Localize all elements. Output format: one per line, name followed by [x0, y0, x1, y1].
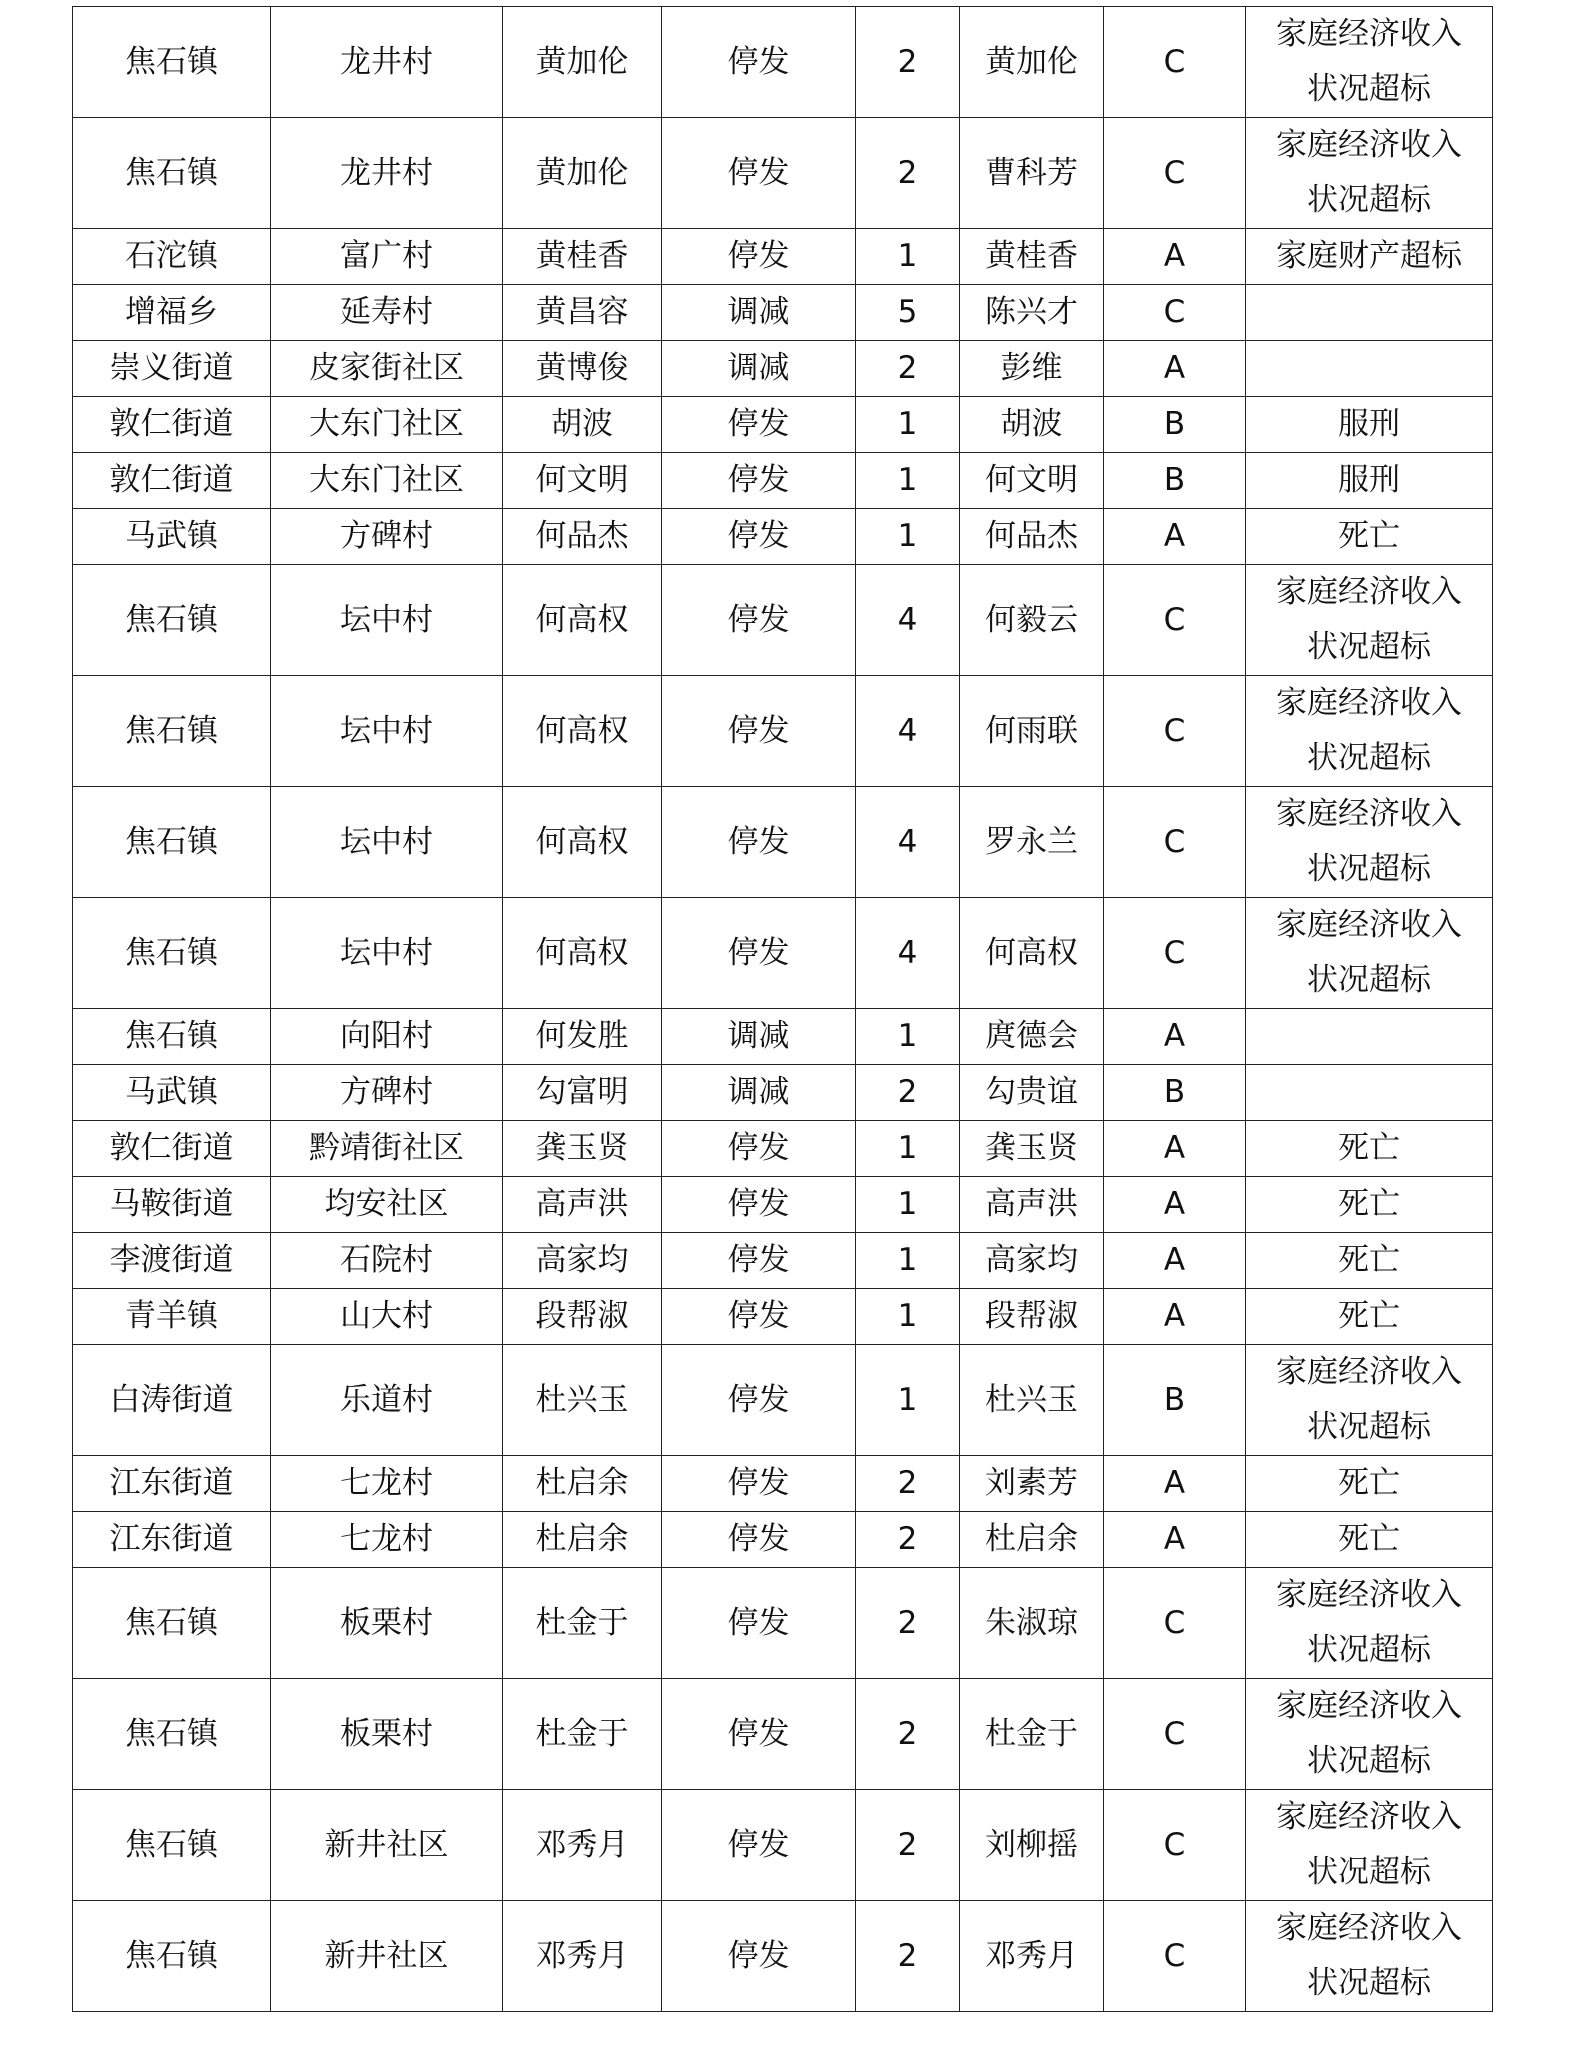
- household-head-cell: 黄博俊: [503, 341, 662, 397]
- category-cell: C: [1104, 7, 1246, 118]
- village-cell: 板栗村: [271, 1679, 503, 1790]
- household-head-cell: 杜启余: [503, 1512, 662, 1568]
- member-name-cell: 何雨联: [960, 676, 1104, 787]
- household-head-cell: 黄昌容: [503, 285, 662, 341]
- household-size-cell: 2: [856, 118, 960, 229]
- table-row: [73, 1512, 1493, 1568]
- household-head-cell: 何品杰: [503, 509, 662, 565]
- town-cell: 石沱镇: [73, 229, 271, 285]
- town-cell: 敦仁街道: [73, 453, 271, 509]
- table-row: [73, 229, 1493, 285]
- household-size-cell: 4: [856, 787, 960, 898]
- member-name-cell: 杜金于: [960, 1679, 1104, 1790]
- reason-line: 家庭经济收入: [1276, 907, 1462, 943]
- table-row: [73, 1009, 1493, 1065]
- member-name-cell: 黄加伦: [960, 7, 1104, 118]
- category-cell: B: [1104, 397, 1246, 453]
- table-row: [73, 1790, 1493, 1901]
- village-cell: 延寿村: [271, 285, 503, 341]
- household-head-cell: 邓秀月: [503, 1901, 662, 2012]
- action-cell: 调减: [662, 1065, 856, 1121]
- town-cell: 江东街道: [73, 1512, 271, 1568]
- reason-line: 家庭经济收入: [1276, 574, 1462, 610]
- town-cell: 焦石镇: [73, 7, 271, 118]
- reason-line: 状况超标: [1307, 629, 1431, 665]
- village-cell: 坛中村: [271, 565, 503, 676]
- member-name-cell: 朱淑琼: [960, 1568, 1104, 1679]
- household-head-cell: 黄加伦: [503, 118, 662, 229]
- category-cell: A: [1104, 229, 1246, 285]
- household-size-cell: 1: [856, 1121, 960, 1177]
- household-head-cell: 段帮淑: [503, 1289, 662, 1345]
- reason-cell: [1246, 1512, 1493, 1568]
- household-head-cell: 何高权: [503, 565, 662, 676]
- household-head-cell: 高家均: [503, 1233, 662, 1289]
- village-cell: 新井社区: [271, 1790, 503, 1901]
- category-cell: C: [1104, 676, 1246, 787]
- table-row: [73, 397, 1493, 453]
- member-name-cell: 段帮淑: [960, 1289, 1104, 1345]
- reason-line: 服刑: [1338, 406, 1400, 442]
- member-name-cell: 何高权: [960, 898, 1104, 1009]
- household-size-cell: 1: [856, 453, 960, 509]
- table-row: [73, 787, 1493, 898]
- action-cell: 停发: [662, 118, 856, 229]
- table-row: [73, 1121, 1493, 1177]
- household-size-cell: 5: [856, 285, 960, 341]
- category-cell: A: [1104, 1456, 1246, 1512]
- table-row: [73, 1568, 1493, 1679]
- household-size-cell: 1: [856, 1009, 960, 1065]
- reason-cell: [1246, 1121, 1493, 1177]
- reason-cell: [1246, 565, 1493, 676]
- village-cell: 乐道村: [271, 1345, 503, 1456]
- reason-line: 死亡: [1338, 1186, 1400, 1222]
- reason-cell: [1246, 285, 1493, 341]
- category-cell: A: [1104, 1233, 1246, 1289]
- table-row: [73, 676, 1493, 787]
- member-name-cell: 刘素芳: [960, 1456, 1104, 1512]
- town-cell: 增福乡: [73, 285, 271, 341]
- category-cell: A: [1104, 1177, 1246, 1233]
- reason-cell: [1246, 1177, 1493, 1233]
- reason-line: 家庭经济收入: [1276, 1799, 1462, 1835]
- reason-cell: [1246, 453, 1493, 509]
- reason-line: 状况超标: [1307, 182, 1431, 218]
- household-size-cell: 1: [856, 397, 960, 453]
- reason-cell: [1246, 898, 1493, 1009]
- household-size-cell: 1: [856, 1177, 960, 1233]
- reason-cell: [1246, 676, 1493, 787]
- category-cell: C: [1104, 1901, 1246, 2012]
- category-cell: A: [1104, 509, 1246, 565]
- member-name-cell: 刘柳摇: [960, 1790, 1104, 1901]
- action-cell: 停发: [662, 509, 856, 565]
- member-name-cell: 彭维: [960, 341, 1104, 397]
- reason-cell: [1246, 1568, 1493, 1679]
- reason-cell: [1246, 1233, 1493, 1289]
- action-cell: 停发: [662, 397, 856, 453]
- member-name-cell: 罗永兰: [960, 787, 1104, 898]
- table-row: [73, 1901, 1493, 2012]
- reason-line: 死亡: [1338, 1521, 1400, 1557]
- table-row: [73, 565, 1493, 676]
- town-cell: 敦仁街道: [73, 1121, 271, 1177]
- village-cell: 大东门社区: [271, 453, 503, 509]
- reason-line: 状况超标: [1307, 1632, 1431, 1668]
- reason-cell: [1246, 229, 1493, 285]
- action-cell: 停发: [662, 1289, 856, 1345]
- reason-cell: [1246, 1456, 1493, 1512]
- household-size-cell: 2: [856, 1679, 960, 1790]
- table-row: [73, 1345, 1493, 1456]
- reason-cell: [1246, 397, 1493, 453]
- member-name-cell: 杜启余: [960, 1512, 1104, 1568]
- household-size-cell: 1: [856, 1345, 960, 1456]
- household-size-cell: 1: [856, 509, 960, 565]
- reason-line: 状况超标: [1307, 71, 1431, 107]
- member-name-cell: 高家均: [960, 1233, 1104, 1289]
- category-cell: A: [1104, 1289, 1246, 1345]
- household-size-cell: 4: [856, 565, 960, 676]
- reason-cell: [1246, 341, 1493, 397]
- member-name-cell: 庹德会: [960, 1009, 1104, 1065]
- reason-cell: [1246, 1009, 1493, 1065]
- household-size-cell: 1: [856, 1233, 960, 1289]
- village-cell: 板栗村: [271, 1568, 503, 1679]
- reason-cell: [1246, 1679, 1493, 1790]
- category-cell: C: [1104, 565, 1246, 676]
- household-head-cell: 黄桂香: [503, 229, 662, 285]
- household-size-cell: 2: [856, 341, 960, 397]
- village-cell: 坛中村: [271, 787, 503, 898]
- reason-cell: [1246, 1790, 1493, 1901]
- town-cell: 焦石镇: [73, 1790, 271, 1901]
- action-cell: 停发: [662, 676, 856, 787]
- member-name-cell: 杜兴玉: [960, 1345, 1104, 1456]
- action-cell: 停发: [662, 1568, 856, 1679]
- household-head-cell: 杜兴玉: [503, 1345, 662, 1456]
- village-cell: 方碑村: [271, 1065, 503, 1121]
- household-head-cell: 黄加伦: [503, 7, 662, 118]
- reason-cell: [1246, 1065, 1493, 1121]
- household-head-cell: 邓秀月: [503, 1790, 662, 1901]
- reason-line: 家庭经济收入: [1276, 16, 1462, 52]
- village-cell: 方碑村: [271, 509, 503, 565]
- town-cell: 马鞍街道: [73, 1177, 271, 1233]
- member-name-cell: 邓秀月: [960, 1901, 1104, 2012]
- household-head-cell: 胡波: [503, 397, 662, 453]
- member-name-cell: 黄桂香: [960, 229, 1104, 285]
- category-cell: C: [1104, 1568, 1246, 1679]
- table-row: [73, 1177, 1493, 1233]
- reason-line: 死亡: [1338, 518, 1400, 554]
- household-head-cell: 何高权: [503, 676, 662, 787]
- table-row: [73, 1679, 1493, 1790]
- table-row: [73, 1233, 1493, 1289]
- action-cell: 调减: [662, 285, 856, 341]
- household-size-cell: 2: [856, 1790, 960, 1901]
- reason-line: 死亡: [1338, 1465, 1400, 1501]
- household-size-cell: 2: [856, 7, 960, 118]
- village-cell: 山大村: [271, 1289, 503, 1345]
- reason-line: 家庭经济收入: [1276, 1577, 1462, 1613]
- village-cell: 七龙村: [271, 1456, 503, 1512]
- village-cell: 坛中村: [271, 898, 503, 1009]
- village-cell: 龙井村: [271, 118, 503, 229]
- action-cell: 停发: [662, 565, 856, 676]
- town-cell: 焦石镇: [73, 1568, 271, 1679]
- action-cell: 停发: [662, 1177, 856, 1233]
- reason-line: 家庭经济收入: [1276, 796, 1462, 832]
- reason-line: 家庭经济收入: [1276, 1910, 1462, 1946]
- household-head-cell: 高声洪: [503, 1177, 662, 1233]
- member-name-cell: 高声洪: [960, 1177, 1104, 1233]
- reason-line: 状况超标: [1307, 962, 1431, 998]
- reason-cell: [1246, 1345, 1493, 1456]
- household-head-cell: 杜金于: [503, 1679, 662, 1790]
- town-cell: 江东街道: [73, 1456, 271, 1512]
- action-cell: 停发: [662, 1512, 856, 1568]
- action-cell: 停发: [662, 1679, 856, 1790]
- village-cell: 向阳村: [271, 1009, 503, 1065]
- action-cell: 停发: [662, 453, 856, 509]
- household-head-cell: 何高权: [503, 898, 662, 1009]
- reason-line: 家庭经济收入: [1276, 685, 1462, 721]
- household-head-cell: 杜金于: [503, 1568, 662, 1679]
- relief-adjustment-table-container: [72, 6, 1492, 2012]
- table-row: [73, 453, 1493, 509]
- category-cell: C: [1104, 118, 1246, 229]
- table-row: [73, 7, 1493, 118]
- town-cell: 焦石镇: [73, 1009, 271, 1065]
- village-cell: 大东门社区: [271, 397, 503, 453]
- action-cell: 停发: [662, 1121, 856, 1177]
- town-cell: 焦石镇: [73, 787, 271, 898]
- table-row: [73, 341, 1493, 397]
- town-cell: 崇义街道: [73, 341, 271, 397]
- reason-line: 死亡: [1338, 1242, 1400, 1278]
- reason-cell: [1246, 1901, 1493, 2012]
- action-cell: 停发: [662, 898, 856, 1009]
- reason-line: 家庭财产超标: [1276, 238, 1462, 274]
- town-cell: 焦石镇: [73, 898, 271, 1009]
- category-cell: B: [1104, 1345, 1246, 1456]
- table-row: [73, 285, 1493, 341]
- member-name-cell: 何品杰: [960, 509, 1104, 565]
- household-size-cell: 1: [856, 1289, 960, 1345]
- reason-line: 家庭经济收入: [1276, 1354, 1462, 1390]
- action-cell: 停发: [662, 1901, 856, 2012]
- reason-line: 状况超标: [1307, 1409, 1431, 1445]
- town-cell: 马武镇: [73, 509, 271, 565]
- table-row: [73, 1456, 1493, 1512]
- category-cell: A: [1104, 341, 1246, 397]
- member-name-cell: 勾贵谊: [960, 1065, 1104, 1121]
- category-cell: B: [1104, 453, 1246, 509]
- household-size-cell: 4: [856, 898, 960, 1009]
- town-cell: 李渡街道: [73, 1233, 271, 1289]
- reason-line: 服刑: [1338, 462, 1400, 498]
- reason-line: 状况超标: [1307, 1965, 1431, 2001]
- category-cell: C: [1104, 787, 1246, 898]
- reason-line: 状况超标: [1307, 851, 1431, 887]
- action-cell: 停发: [662, 7, 856, 118]
- action-cell: 停发: [662, 1233, 856, 1289]
- action-cell: 调减: [662, 1009, 856, 1065]
- member-name-cell: 何毅云: [960, 565, 1104, 676]
- reason-cell: [1246, 787, 1493, 898]
- member-name-cell: 胡波: [960, 397, 1104, 453]
- member-name-cell: 陈兴才: [960, 285, 1104, 341]
- household-head-cell: 何高权: [503, 787, 662, 898]
- town-cell: 马武镇: [73, 1065, 271, 1121]
- village-cell: 富广村: [271, 229, 503, 285]
- action-cell: 停发: [662, 1790, 856, 1901]
- member-name-cell: 龚玉贤: [960, 1121, 1104, 1177]
- reason-line: 状况超标: [1307, 1743, 1431, 1779]
- reason-cell: [1246, 7, 1493, 118]
- village-cell: 坛中村: [271, 676, 503, 787]
- reason-line: 家庭经济收入: [1276, 127, 1462, 163]
- reason-cell: [1246, 1289, 1493, 1345]
- village-cell: 新井社区: [271, 1901, 503, 2012]
- reason-cell: [1246, 118, 1493, 229]
- reason-line: 死亡: [1338, 1298, 1400, 1334]
- town-cell: 青羊镇: [73, 1289, 271, 1345]
- town-cell: 焦石镇: [73, 676, 271, 787]
- table-row: [73, 509, 1493, 565]
- category-cell: A: [1104, 1512, 1246, 1568]
- town-cell: 焦石镇: [73, 565, 271, 676]
- village-cell: 七龙村: [271, 1512, 503, 1568]
- household-size-cell: 2: [856, 1065, 960, 1121]
- town-cell: 焦石镇: [73, 1901, 271, 2012]
- household-size-cell: 2: [856, 1512, 960, 1568]
- household-head-cell: 何发胜: [503, 1009, 662, 1065]
- village-cell: 均安社区: [271, 1177, 503, 1233]
- category-cell: C: [1104, 1790, 1246, 1901]
- category-cell: C: [1104, 285, 1246, 341]
- action-cell: 停发: [662, 229, 856, 285]
- table-row: [73, 118, 1493, 229]
- member-name-cell: 曹科芳: [960, 118, 1104, 229]
- reason-line: 状况超标: [1307, 740, 1431, 776]
- village-cell: 龙井村: [271, 7, 503, 118]
- village-cell: 皮家街社区: [271, 341, 503, 397]
- category-cell: B: [1104, 1065, 1246, 1121]
- village-cell: 黔靖街社区: [271, 1121, 503, 1177]
- household-head-cell: 何文明: [503, 453, 662, 509]
- village-cell: 石院村: [271, 1233, 503, 1289]
- table-row: [73, 898, 1493, 1009]
- household-size-cell: 1: [856, 229, 960, 285]
- town-cell: 焦石镇: [73, 118, 271, 229]
- table-row: [73, 1289, 1493, 1345]
- town-cell: 敦仁街道: [73, 397, 271, 453]
- category-cell: C: [1104, 1679, 1246, 1790]
- town-cell: 焦石镇: [73, 1679, 271, 1790]
- reason-line: 死亡: [1338, 1130, 1400, 1166]
- category-cell: C: [1104, 898, 1246, 1009]
- reason-line: 家庭经济收入: [1276, 1688, 1462, 1724]
- table-body: [73, 7, 1493, 2012]
- category-cell: A: [1104, 1009, 1246, 1065]
- household-size-cell: 2: [856, 1901, 960, 2012]
- household-size-cell: 4: [856, 676, 960, 787]
- action-cell: 停发: [662, 787, 856, 898]
- member-name-cell: 何文明: [960, 453, 1104, 509]
- town-cell: 白涛街道: [73, 1345, 271, 1456]
- relief-adjustment-table: [72, 6, 1493, 2012]
- action-cell: 调减: [662, 341, 856, 397]
- table-row: [73, 1065, 1493, 1121]
- action-cell: 停发: [662, 1345, 856, 1456]
- household-size-cell: 2: [856, 1568, 960, 1679]
- household-head-cell: 龚玉贤: [503, 1121, 662, 1177]
- reason-cell: [1246, 509, 1493, 565]
- category-cell: A: [1104, 1121, 1246, 1177]
- household-size-cell: 2: [856, 1456, 960, 1512]
- household-head-cell: 勾富明: [503, 1065, 662, 1121]
- household-head-cell: 杜启余: [503, 1456, 662, 1512]
- action-cell: 停发: [662, 1456, 856, 1512]
- reason-line: 状况超标: [1307, 1854, 1431, 1890]
